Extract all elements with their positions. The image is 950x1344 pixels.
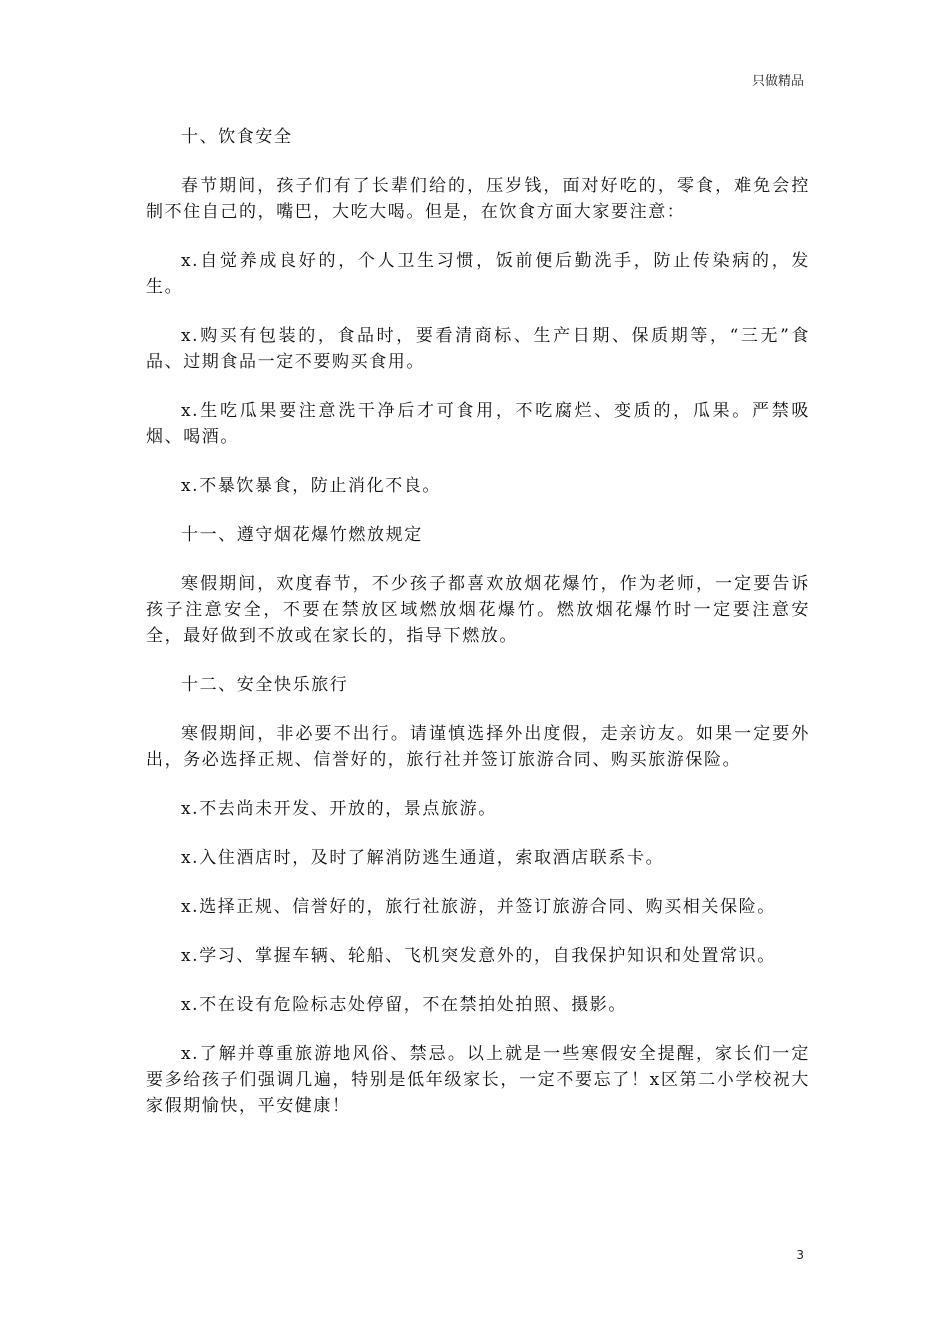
section-heading: 十二、安全快乐旅行 <box>181 675 349 695</box>
list-item: x.学习、掌握车辆、轮船、飞机突发意外的，自我保护知识和处置常识。 <box>181 946 776 966</box>
document-body <box>146 124 810 1142</box>
paragraph: 春节期间，孩子们有了长辈们给的，压岁钱，面对好吃的，零食，难免会控制不住自己的，嘴巴，大吃大喝。但是，在饮食方面大家要注意： <box>146 176 810 222</box>
list-item: x.不暴饮暴食，防止消化不良。 <box>181 476 441 496</box>
list-item: x.选择正规、信誉好的，旅行社旅游，并签订旅游合同、购买相关保险。 <box>181 897 776 917</box>
list-item: x.不在设有危险标志处停留，不在禁拍处拍照、摄影。 <box>181 995 627 1015</box>
paragraph: 寒假期间，非必要不出行。请谨慎选择外出度假，走亲访友。如果一定要外出，务必选择正规、信誉好的，旅行社并签订旅游合同、购买旅游保险。 <box>146 724 810 770</box>
section-heading: 十一、遵守烟花爆竹燃放规定 <box>181 525 423 545</box>
list-item: x.自觉养成良好的，个人卫生习惯，饭前便后勤洗手，防止传染病的，发生。 <box>146 251 810 297</box>
page-header: 只做精品 <box>751 74 804 89</box>
paragraph: 寒假期间，欢度春节，不少孩子都喜欢放烟花爆竹，作为老师，一定要告诉孩子注意安全，不要在禁放区域燃放烟花爆竹。燃放烟花爆竹时一定要注意安全，最好做到不放或在家长的，指导下燃放。 <box>146 574 810 646</box>
list-item: x.不去尚未开发、开放的，景点旅游。 <box>181 799 497 819</box>
section-heading: 十、饮食安全 <box>181 127 293 147</box>
list-item: x.购买有包装的，食品时，要看清商标、生产日期、保质期等，“三无”食品、过期食品一定不要购买食用。 <box>146 326 810 372</box>
list-item: x.了解并尊重旅游地风俗、禁忌。以上就是一些寒假安全提醒，家长们一定要多给孩子们强调几遍，特别是低年级家长，一定不要忘了！x区第二小学校祝大家假期愉快，平安健康！ <box>146 1044 810 1116</box>
list-item: x.生吃瓜果要注意洗干净后才可食用，不吃腐烂、变质的，瓜果。严禁吸烟、喝酒。 <box>146 401 810 447</box>
list-item: x.入住酒店时，及时了解消防逃生通道，索取酒店联系卡。 <box>181 848 665 868</box>
page-number: 3 <box>796 1248 804 1262</box>
